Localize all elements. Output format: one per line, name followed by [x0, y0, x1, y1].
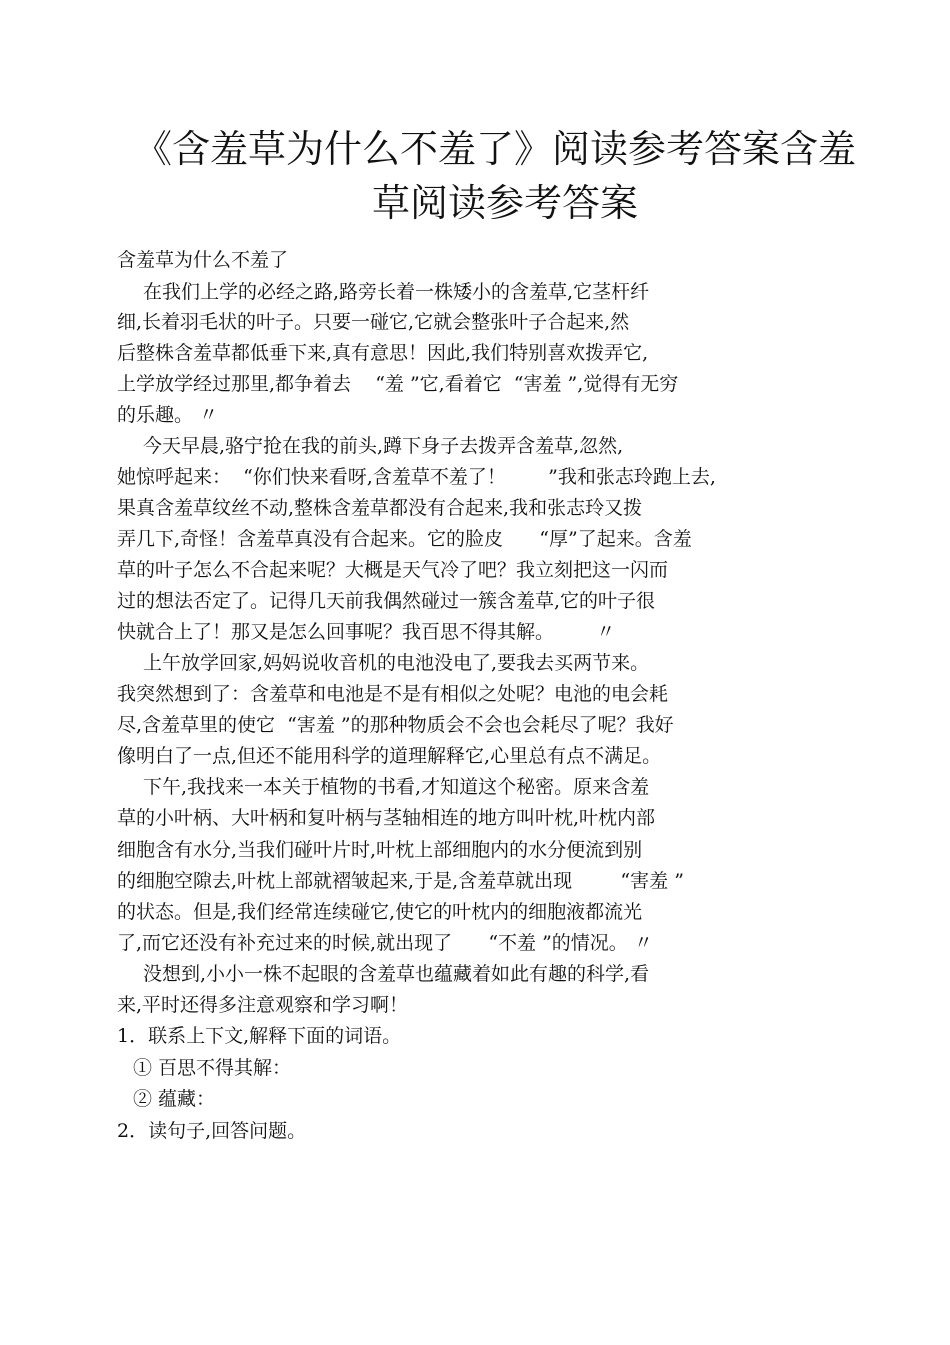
document-title-line-2: 草阅读参考答案 [371, 181, 638, 225]
paragraph-line: 果真含羞草纹丝不动,整株含羞草都没有合起来,我和张志玲又拨 [117, 497, 643, 519]
question-1-item-a: ① 百思不得其解： [133, 1057, 292, 1079]
paragraph-line: 后整株含羞草都低垂下来,真有意思！因此,我们特别喜欢拨弄它, [117, 342, 649, 364]
paragraph-line: 快就合上了！那又是怎么回事呢？我百思不得其解。 〃 [117, 621, 616, 643]
document-title-line-1: 《含羞草为什么不羞了》阅读参考答案含羞 [133, 127, 856, 171]
paragraph-line: 我突然想到了：含羞草和电池是不是有相似之处呢？电池的电会耗 [117, 683, 669, 705]
paragraph-line: 没想到,小小一株不起眼的含羞草也蕴藏着如此有趣的科学,看 [143, 963, 650, 985]
paragraph-line: 的乐趣。 〃 [117, 404, 219, 426]
question-1: 1．联系上下文,解释下面的词语。 [117, 1025, 402, 1047]
paragraph-line: 尽,含羞草里的使它 “害羞 ”的那种物质会不会也会耗尽了呢？我好 [117, 714, 674, 736]
paragraph-line: 草的叶子怎么不合起来呢？大概是天气冷了吧？我立刻把这一闪而 [117, 559, 669, 581]
paragraph-line: 上学放学经过那里,都争着去 “羞 ”它,看着它 “害羞 ”,觉得有无穷 [117, 373, 679, 395]
paragraph-line: 了,而它还没有补充过来的时候,就出现了 “不羞 ”的情况。 〃 [117, 932, 653, 954]
article-heading: 含羞草为什么不羞了 [117, 249, 289, 271]
paragraph-line: 的状态。但是,我们经常连续碰它,使它的叶枕内的细胞液都流光 [117, 901, 643, 923]
paragraph-line: 细,长着羽毛状的叶子。只要一碰它,它就会整张叶子合起来,然 [117, 311, 630, 333]
paragraph-line: 来,平时还得多注意观察和学习啊！ [117, 994, 409, 1016]
paragraph-line: 今天早晨,骆宁抢在我的前头,蹲下身子去拨弄含羞草,忽然, [143, 435, 624, 457]
paragraph-line: 在我们上学的必经之路,路旁长着一株矮小的含羞草,它茎杆纤 [143, 281, 650, 303]
paragraph-line: 过的想法否定了。记得几天前我偶然碰过一簇含羞草,它的叶子很 [117, 590, 656, 612]
paragraph-line: 下午,我找来一本关于植物的书看,才知道这个秘密。原来含羞 [143, 776, 650, 798]
paragraph-line: 上午放学回家,妈妈说收音机的电池没电了,要我去买两节来。 [143, 652, 650, 674]
paragraph-line: 弄几下,奇怪！含羞草真没有合起来。它的脸皮 “厚”了起来。含羞 [117, 528, 692, 550]
paragraph-line: 的细胞空隙去,叶枕上部就褶皱起来,于是,含羞草就出现 “害羞 ” [117, 870, 684, 892]
paragraph-line: 草的小叶柄、大叶柄和复叶柄与茎轴相连的地方叫叶枕,叶枕内部 [117, 807, 656, 829]
paragraph-line: 像明白了一点,但还不能用科学的道理解释它,心里总有点不满足。 [117, 745, 662, 767]
paragraph-line: 她惊呼起来： “你们快来看呀,含羞草不羞了！ ”我和张志玲跑上去, [117, 466, 716, 488]
paragraph-line: 细胞含有水分,当我们碰叶片时,叶枕上部细胞内的水分便流到别 [117, 839, 643, 861]
question-2: 2．读句子,回答问题。 [117, 1120, 307, 1142]
question-1-item-b: ② 蕴藏： [133, 1088, 216, 1110]
